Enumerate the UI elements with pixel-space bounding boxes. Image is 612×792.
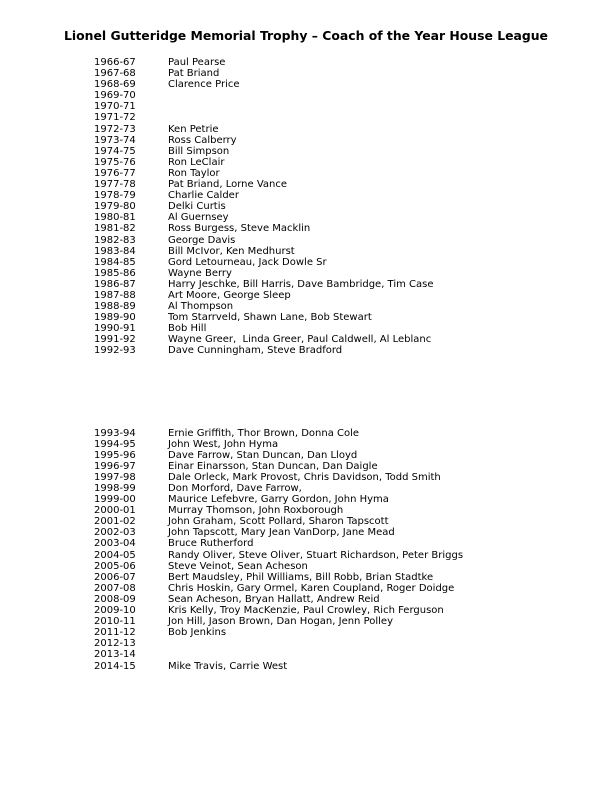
award-row [94, 268, 594, 279]
award-row [94, 179, 594, 190]
award-row [94, 649, 594, 660]
award-year: 1985-86 [94, 267, 136, 279]
award-names: George Davis [168, 234, 236, 246]
award-names: Ross Burgess, Steve Macklin [168, 223, 311, 235]
award-year: 1996-97 [94, 460, 136, 472]
award-row [94, 190, 594, 201]
award-year: 1971-72 [94, 112, 136, 124]
award-list [94, 57, 594, 672]
award-row [94, 572, 594, 583]
award-row [94, 101, 594, 112]
award-year: 1976-77 [94, 167, 136, 179]
award-row [94, 257, 594, 268]
award-names: Art Moore, George Sleep [168, 289, 291, 301]
award-year: 1979-80 [94, 201, 136, 213]
award-names: Pat Briand, Lorne Vance [168, 179, 288, 191]
award-row [94, 605, 594, 616]
award-row [94, 290, 594, 301]
award-row [94, 527, 594, 538]
award-year: 1982-83 [94, 234, 136, 246]
award-row [94, 561, 594, 572]
award-year: 1970-71 [94, 101, 136, 113]
page-title: Lionel Gutteridge Memorial Trophy – Coach of the Year House League [64, 28, 548, 43]
award-year: 1992-93 [94, 345, 136, 357]
award-year: 1990-91 [94, 323, 136, 335]
award-year: 1974-75 [94, 145, 136, 157]
award-year: 1973-74 [94, 134, 136, 146]
award-names: Pat Briand [168, 68, 220, 80]
award-year: 2008-09 [94, 593, 136, 605]
award-names: Ron LeClair [168, 156, 225, 168]
award-year: 2004-05 [94, 549, 136, 561]
award-names: Al Thompson [168, 301, 234, 313]
award-names: John Graham, Scott Pollard, Sharon Tapscott [168, 516, 389, 528]
award-row [94, 312, 594, 323]
award-row [94, 146, 594, 157]
award-names: Wayne Berry [168, 267, 232, 279]
award-names: Dale Orleck, Mark Provost, Chris Davidson, Todd Smith [168, 471, 441, 483]
award-year: 1984-85 [94, 256, 136, 268]
award-row [94, 57, 594, 68]
award-row [94, 538, 594, 549]
award-year: 1991-92 [94, 334, 136, 346]
award-row [94, 638, 594, 649]
award-names: Bill McIvor, Ken Medhurst [168, 245, 295, 257]
award-names: Kris Kelly, Troy MacKenzie, Paul Crowley, Rich Ferguson [168, 605, 444, 617]
award-names: Mike Travis, Carrie West [168, 660, 288, 672]
award-year: 1967-68 [94, 68, 136, 80]
award-row [94, 661, 594, 672]
award-names: Bruce Rutherford [168, 538, 254, 550]
award-year: 1993-94 [94, 427, 136, 439]
award-names: Maurice Lefebvre, Garry Gordon, John Hyma [168, 494, 389, 506]
award-year: 1986-87 [94, 278, 136, 290]
award-row [94, 323, 594, 334]
award-names: Bill Simpson [168, 145, 230, 157]
award-row [94, 79, 594, 90]
award-section-1966-1992 [94, 57, 594, 357]
award-year: 2012-13 [94, 638, 136, 650]
award-row [94, 68, 594, 79]
award-year: 2007-08 [94, 582, 136, 594]
award-row [94, 439, 594, 450]
award-year: 1978-79 [94, 190, 136, 202]
award-row [94, 223, 594, 234]
award-row [94, 201, 594, 212]
award-year: 1975-76 [94, 156, 136, 168]
award-names: John Tapscott, Mary Jean VanDorp, Jane Mead [168, 527, 395, 539]
award-names: Sean Acheson, Bryan Hallatt, Andrew Reid [168, 593, 380, 605]
award-row [94, 472, 594, 483]
award-row [94, 235, 594, 246]
award-year: 1980-81 [94, 212, 136, 224]
award-row [94, 627, 594, 638]
award-row [94, 516, 594, 527]
award-year: 1988-89 [94, 301, 136, 313]
award-year: 1997-98 [94, 471, 136, 483]
award-section-1993-2014 [94, 428, 594, 672]
award-year: 1999-00 [94, 494, 136, 506]
section-gap [94, 357, 594, 428]
award-year: 1969-70 [94, 90, 136, 102]
award-year: 2005-06 [94, 560, 136, 572]
award-row [94, 550, 594, 561]
award-row [94, 334, 594, 345]
award-row [94, 90, 594, 101]
award-row [94, 168, 594, 179]
award-row [94, 483, 594, 494]
award-year: 1998-99 [94, 483, 136, 494]
award-year: 2013-14 [94, 649, 136, 661]
award-year: 2014-15 [94, 660, 136, 672]
award-row [94, 279, 594, 290]
award-names: Delki Curtis [168, 201, 226, 213]
award-year: 2010-11 [94, 616, 136, 628]
award-row [94, 301, 594, 312]
award-row [94, 112, 594, 123]
award-year: 2003-04 [94, 538, 136, 550]
award-year: 1977-78 [94, 179, 136, 191]
award-year: 2011-12 [94, 627, 136, 639]
award-names: Charlie Calder [168, 190, 239, 202]
award-year: 1968-69 [94, 79, 136, 91]
award-names: Paul Pearse [168, 57, 226, 68]
award-names: Ernie Griffith, Thor Brown, Donna Cole [168, 427, 360, 439]
award-names: Chris Hoskin, Gary Ormel, Karen Coupland, Roger Doidge [168, 582, 455, 594]
award-row [94, 583, 594, 594]
award-row [94, 428, 594, 439]
award-row [94, 594, 594, 605]
award-row [94, 135, 594, 146]
award-names: Gord Letourneau, Jack Dowle Sr [168, 256, 327, 268]
award-row [94, 124, 594, 135]
award-year: 2001-02 [94, 516, 136, 528]
award-names: Bert Maudsley, Phil Williams, Bill Robb, Brian Stadtke [168, 571, 434, 583]
award-row [94, 616, 594, 627]
award-names: Al Guernsey [168, 212, 229, 224]
award-names: Harry Jeschke, Bill Harris, Dave Bambridge, Tim Case [168, 278, 434, 290]
award-names: Ross Calberry [168, 134, 237, 146]
award-names: Ron Taylor [168, 167, 220, 179]
award-year: 1989-90 [94, 312, 136, 324]
award-year: 1966-67 [94, 57, 136, 68]
award-year: 1981-82 [94, 223, 136, 235]
award-row [94, 494, 594, 505]
award-year: 2009-10 [94, 605, 136, 617]
award-year: 2000-01 [94, 505, 136, 517]
award-names: Dave Cunningham, Steve Bradford [168, 345, 343, 357]
award-names: Steve Veinot, Sean Acheson [168, 560, 308, 572]
award-names: Don Morford, Dave Farrow, [168, 483, 302, 494]
award-names: Dave Farrow, Stan Duncan, Dan Lloyd [168, 449, 358, 461]
award-names: Bob Hill [168, 323, 207, 335]
award-names: John West, John Hyma [168, 438, 279, 450]
award-row [94, 461, 594, 472]
award-row [94, 505, 594, 516]
award-names: Einar Einarsson, Stan Duncan, Dan Daigle [168, 460, 378, 472]
award-names: Jon Hill, Jason Brown, Dan Hogan, Jenn Polley [168, 616, 393, 628]
award-year: 1995-96 [94, 449, 136, 461]
award-names: Wayne Greer, Linda Greer, Paul Caldwell, Al Leblanc [168, 334, 432, 346]
award-names: Clarence Price [168, 79, 240, 91]
award-year: 2002-03 [94, 527, 136, 539]
award-names: Bob Jenkins [168, 627, 227, 639]
award-year: 1994-95 [94, 438, 136, 450]
award-names: Murray Thomson, John Roxborough [168, 505, 344, 517]
award-year: 1983-84 [94, 245, 136, 257]
award-year: 2006-07 [94, 571, 136, 583]
award-row [94, 212, 594, 223]
award-names: Randy Oliver, Steve Oliver, Stuart Richardson, Peter Briggs [168, 549, 464, 561]
award-names: Ken Petrie [168, 123, 219, 135]
award-row [94, 157, 594, 168]
award-names: Tom Starrveld, Shawn Lane, Bob Stewart [168, 312, 372, 324]
award-row [94, 246, 594, 257]
award-row [94, 345, 594, 356]
award-year: 1972-73 [94, 123, 136, 135]
award-year: 1987-88 [94, 289, 136, 301]
award-row [94, 450, 594, 461]
